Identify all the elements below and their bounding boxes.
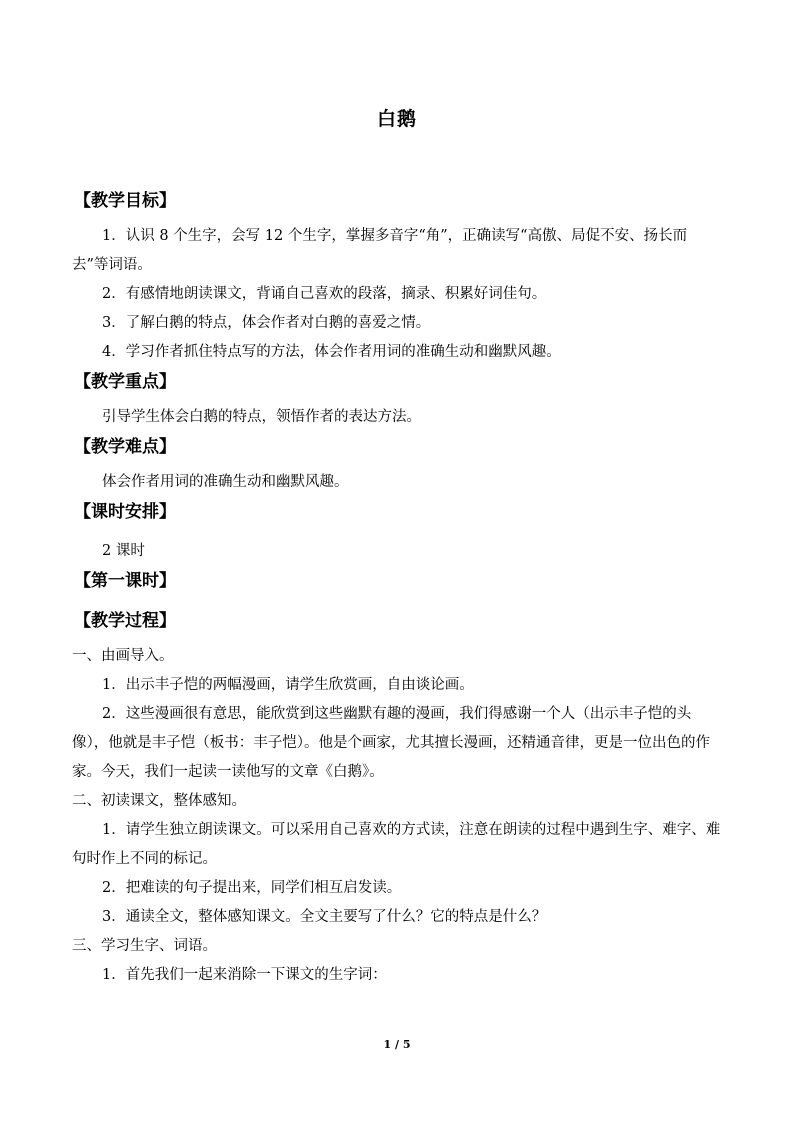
part-two-item: 3．通读全文，整体感知课文。全文主要写了什么？它的特点是什么？ [102,909,547,925]
part-one-title: 一、由画导入。 [72,648,174,664]
part-two-item: 1．请学生独立朗读课文。可以采用自己喜欢的方式读，注意在朗读的过程中遇到生字、难字、难句时作上不同的标记。 [72,822,721,867]
goal-item: 2．有感情地朗读课文，背诵自己喜欢的段落，摘录、积累好词佳句。 [102,286,547,302]
page-number: 1 / 5 [383,1038,411,1051]
part-three-title: 三、学习生字、词语。 [72,938,217,954]
section-heading-key-points: 【教学重点】 [74,372,176,392]
part-one-item: 2．这些漫画很有意思，能欣赏到这些幽默有趣的漫画，我们得感谢一个人（出示丰子恺的头像），他就是丰子恺（板书：丰子恺）。他是个画家，尤其擅长漫画，还精通音律，更是一位出色的作家。今天，我们一起读一读他写的文章《白鹅》。 [72,706,710,780]
part-two-item: 2．把难读的句子提出来，同学们相互启发读。 [102,880,402,896]
goal-item: 4．学习作者抓住特点写的方法，体会作者用词的准确生动和幽默风趣。 [102,344,561,360]
difficulties-text: 体会作者用词的准确生动和幽默风趣。 [102,474,349,490]
section-heading-difficulties: 【教学难点】 [74,437,176,457]
page-title: 白鹅 [376,108,417,130]
document-body [72,186,722,990]
schedule-text: 2 课时 [102,543,145,559]
section-heading-schedule: 【课时安排】 [74,502,176,522]
section-heading-process: 【教学过程】 [74,611,176,631]
section-heading-lesson-one: 【第一课时】 [74,571,176,591]
section-heading-goals: 【教学目标】 [74,191,176,211]
key-points-text: 引导学生体会白鹅的特点，领悟作者的表达方法。 [102,409,421,425]
part-one-item: 1．出示丰子恺的两幅漫画，请学生欣赏画，自由谈论画。 [102,677,474,693]
goal-item: 3．了解白鹅的特点，体会作者对白鹅的喜爱之情。 [102,315,431,331]
part-two-title: 二、初读课文，整体感知。 [72,793,246,809]
part-three-item: 1．首先我们一起来消除一下课文的生字词： [102,967,387,983]
goal-item: 1．认识 8 个生字，会写 12 个生字，掌握多音字“角”，正确读写“高傲、局促不安、扬长而去”等词语。 [72,228,688,273]
